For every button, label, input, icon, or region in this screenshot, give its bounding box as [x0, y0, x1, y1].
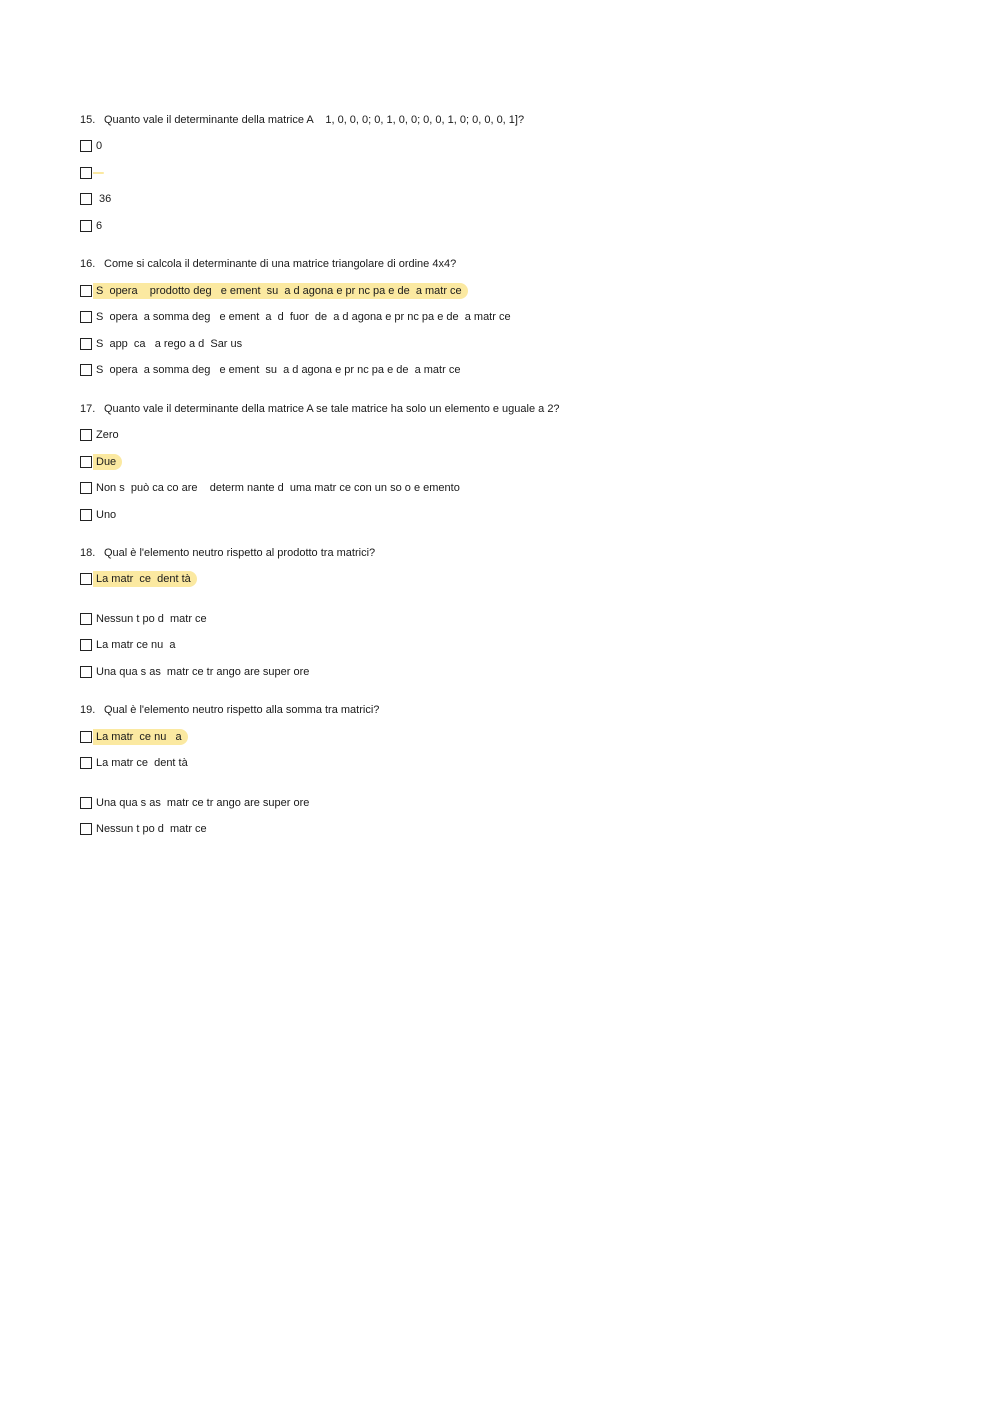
option-label: S opera prodotto deg e ement su a d agona e pr nc pa e de a matr ce	[93, 283, 468, 299]
checkbox[interactable]	[80, 509, 92, 521]
option-label: 36	[96, 193, 112, 205]
option-label: 6	[96, 220, 103, 232]
question-text: Qual è l'elemento neutro rispetto al prodotto tra matrici?	[104, 547, 376, 559]
option-label: Una qua s as matr ce tr ango are super ore	[96, 797, 310, 809]
question-19	[80, 704, 379, 716]
checkbox[interactable]	[80, 220, 92, 232]
q18-option-4[interactable]	[80, 664, 315, 680]
checkbox[interactable]	[80, 140, 92, 152]
checkbox[interactable]	[80, 731, 92, 743]
q15-option-4[interactable]	[80, 218, 108, 234]
option-label: Non s può ca co are determ nante d uma matr ce con un so o e emento	[96, 482, 460, 494]
option-label: Nessun t po d matr ce	[96, 823, 207, 835]
checkbox[interactable]	[80, 823, 92, 835]
question-text: Quanto vale il determinante della matrice A 1, 0, 0, 0; 0, 1, 0, 0; 0, 0, 1, 0; 0, 0, 0, 1]?	[104, 114, 525, 126]
q16-option-1[interactable]	[80, 283, 468, 299]
option-label: Due	[93, 454, 122, 470]
option-label: Uno	[96, 509, 117, 521]
option-label: La matr ce dent tà	[96, 757, 188, 769]
option-label: S opera a somma deg e ement su a d agona e pr nc pa e de a matr ce	[96, 364, 461, 376]
checkbox[interactable]	[80, 573, 92, 585]
q17-option-3[interactable]	[80, 480, 466, 496]
q15-option-2[interactable]	[80, 165, 104, 181]
q16-option-3[interactable]	[80, 336, 248, 352]
checkbox[interactable]	[80, 757, 92, 769]
q16-option-2[interactable]	[80, 309, 517, 325]
option-label: La matr ce nu a	[96, 639, 176, 651]
question-text: Qual è l'elemento neutro rispetto alla somma tra matrici?	[104, 704, 380, 716]
checkbox[interactable]	[80, 167, 92, 179]
option-label: Zero	[96, 429, 119, 441]
question-text: Quanto vale il determinante della matrice A se tale matrice ha solo un elemento e uguale a 2?	[104, 403, 560, 415]
q18-option-1[interactable]	[80, 571, 197, 587]
checkbox[interactable]	[80, 666, 92, 678]
checkbox[interactable]	[80, 193, 92, 205]
checkbox[interactable]	[80, 364, 92, 376]
checkbox[interactable]	[80, 338, 92, 350]
checkbox[interactable]	[80, 311, 92, 323]
checkbox[interactable]	[80, 639, 92, 651]
q17-option-1[interactable]	[80, 427, 125, 443]
q18-option-3[interactable]	[80, 637, 182, 653]
option-label: Una qua s as matr ce tr ango are super ore	[96, 666, 310, 678]
option-label: S app ca a rego a d Sar us	[96, 338, 243, 350]
checkbox[interactable]	[80, 429, 92, 441]
question-16	[80, 258, 456, 270]
option-label: S opera a somma deg e ement a d fuor de a d agona e pr nc pa e de a matr ce	[96, 311, 511, 323]
checkbox[interactable]	[80, 285, 92, 297]
question-18	[80, 547, 375, 559]
q15-option-1[interactable]	[80, 138, 108, 154]
checkbox[interactable]	[80, 797, 92, 809]
q17-option-4[interactable]	[80, 507, 122, 523]
question-text: Come si calcola il determinante di una matrice triangolare di ordine 4x4?	[104, 258, 457, 270]
checkbox[interactable]	[80, 613, 92, 625]
option-label: 0	[96, 140, 103, 152]
question-number: 15.	[80, 114, 96, 126]
question-number: 19.	[80, 704, 96, 716]
question-number: 17.	[80, 403, 96, 415]
option-label: Nessun t po d matr ce	[96, 613, 207, 625]
option-label: La matr ce nu a	[93, 729, 188, 745]
checkbox[interactable]	[80, 482, 92, 494]
option-label: La matr ce dent tà	[93, 571, 197, 587]
checkbox[interactable]	[80, 456, 92, 468]
q16-option-4[interactable]	[80, 362, 466, 378]
q17-option-2[interactable]	[80, 454, 122, 470]
q15-option-3[interactable]	[80, 191, 117, 207]
question-17	[80, 403, 560, 415]
q19-option-1[interactable]	[80, 729, 188, 745]
q19-option-2[interactable]	[80, 755, 194, 771]
question-number: 16.	[80, 258, 96, 270]
q19-option-4[interactable]	[80, 821, 213, 837]
q19-option-3[interactable]	[80, 795, 315, 811]
q18-option-2[interactable]	[80, 611, 213, 627]
question-number: 18.	[80, 547, 96, 559]
question-15	[80, 114, 524, 126]
option-label	[93, 172, 104, 174]
